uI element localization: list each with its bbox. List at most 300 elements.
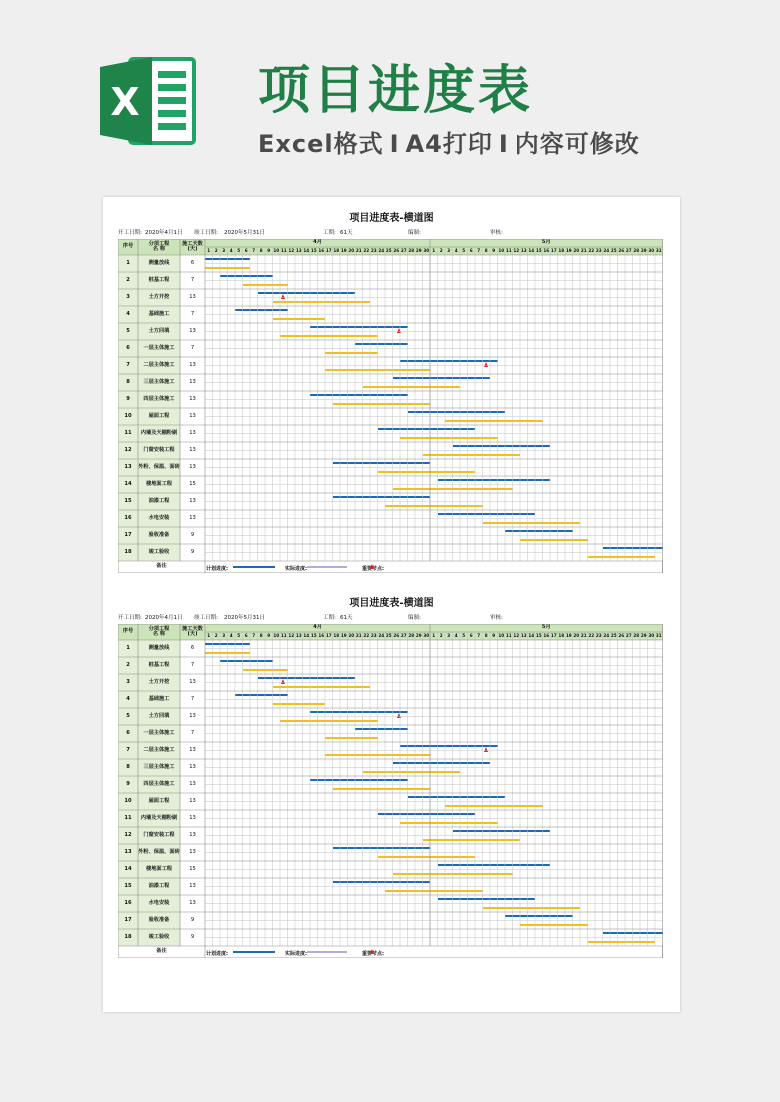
legend-actual-label: 实际进度: [285,950,307,957]
row-duration: 13 [189,378,196,385]
excel-logo-letter: X [110,80,140,124]
actual-bar [445,805,543,807]
row-seq: 4 [118,306,138,323]
actual-bar [423,839,521,841]
header-day: 10 [498,632,506,640]
header-day: 25 [610,247,618,255]
header-day: 19 [340,247,348,255]
row-duration: 6 [190,259,195,266]
row-task-name: 土方回填 [138,323,180,340]
row-seq: 14 [118,861,138,878]
row-task-name: 屋面工程 [138,408,180,425]
header-day: 27 [625,632,633,640]
header-day: 1 [430,632,438,640]
actual-bar [378,471,476,473]
plan-bar [393,377,491,379]
actual-bar [363,386,461,388]
header-day: 30 [648,632,656,640]
plan-bar [310,326,408,328]
row-duration: 13 [189,763,196,770]
plan-bar [603,547,663,549]
row-task-name: 油漆工程 [138,878,180,895]
actual-bar [333,403,431,405]
header-day: 31 [655,247,663,255]
header-day: 17 [550,247,558,255]
legend-milestone-label: 重要节点: [362,565,384,572]
sheet-info-row [118,613,665,623]
header-day: 6 [468,247,476,255]
row-seq: 18 [118,929,138,946]
header-day: 4 [228,632,236,640]
row-seq: 18 [118,544,138,561]
legend-plan-label: 计划进度: [206,950,228,957]
row-duration: 13 [189,882,196,889]
milestone-icon [484,747,488,752]
header-day: 30 [648,247,656,255]
row-duration: 13 [189,797,196,804]
banner [0,0,780,195]
header-day: 24 [603,247,611,255]
plan-bar [220,660,273,662]
header-day: 2 [213,247,221,255]
row-duration: 13 [189,814,196,821]
actual-bar [325,754,430,756]
header-day: 11 [505,632,513,640]
row-duration: 9 [190,916,195,923]
row-seq: 2 [118,657,138,674]
actual-bar [280,720,378,722]
row-task-name: 验收准备 [138,912,180,929]
plan-bar [438,864,551,866]
row-task-name: 三层主体施工 [138,759,180,776]
row-task-name: 桩基工程 [138,657,180,674]
page-subtitle [258,124,640,159]
header-day: 8 [483,632,491,640]
end-date-label: 竣工日期: [194,230,218,236]
row-task-name: 门窗安装工程 [138,827,180,844]
row-seq: 16 [118,510,138,527]
actual-bar [588,556,656,558]
header-day: 3 [445,632,453,640]
row-duration: 13 [189,848,196,855]
plan-bar [235,694,288,696]
row-duration: 7 [190,729,195,736]
actual-bar [588,941,656,943]
row-task-name: 一层主体施工 [138,725,180,742]
row-task-name: 一层主体施工 [138,340,180,357]
header-day: 12 [513,247,521,255]
header-day: 10 [273,247,281,255]
plan-bar [205,643,250,645]
header-day: 24 [378,247,386,255]
plan-bar [453,830,551,832]
header-day: 6 [468,632,476,640]
duration-value: 61天 [340,230,353,236]
header-day: 30 [423,632,431,640]
row-duration: 13 [189,463,196,470]
header-day: 5 [235,247,243,255]
row-task-name: 测量放线 [138,255,180,272]
header-day: 1 [430,247,438,255]
plan-bar [355,728,408,730]
header-day: 9 [490,247,498,255]
row-seq: 7 [118,742,138,759]
row-seq: 3 [118,674,138,691]
plan-bar [310,394,408,396]
duration-label: 工期: [323,615,336,621]
row-duration: 13 [189,446,196,453]
header-day: 17 [325,632,333,640]
legend-milestone-icon [370,564,374,569]
actual-bar [483,907,581,909]
actual-bar [400,437,498,439]
header-day: 23 [370,632,378,640]
plan-bar [205,258,250,260]
header-seq: 序号 [118,624,138,640]
header-day: 22 [588,247,596,255]
legend-plan-label: 计划进度: [206,565,228,572]
header-day: 28 [633,247,641,255]
header-day: 25 [610,632,618,640]
actual-bar [273,703,326,705]
plan-bar [378,813,476,815]
header-day: 21 [580,632,588,640]
actual-bar [205,652,250,654]
row-task-name: 三层主体施工 [138,374,180,391]
header-day: 14 [528,632,536,640]
header-day: 2 [438,247,446,255]
legend-milestone-label: 重要节点: [362,950,384,957]
header-day: 19 [340,632,348,640]
legend-plan-line [233,951,275,953]
plan-bar [235,309,288,311]
header-day: 16 [318,247,326,255]
row-seq: 12 [118,827,138,844]
actual-bar [333,788,431,790]
row-task-name: 测量放线 [138,640,180,657]
header-day: 15 [535,632,543,640]
header-day: 18 [558,632,566,640]
header-day: 3 [220,247,228,255]
header-duration: 施工天数 (天) [180,239,205,255]
header-day: 16 [543,632,551,640]
row-duration: 13 [189,395,196,402]
plan-bar [258,292,356,294]
actual-bar [378,856,476,858]
header-day: 31 [655,632,663,640]
row-task-name: 内墙及天棚粉刷 [138,425,180,442]
actual-bar [273,686,371,688]
header-day: 5 [235,632,243,640]
header-day: 1 [205,247,213,255]
header-day: 13 [520,632,528,640]
actual-bar [243,284,288,286]
header-day: 18 [333,247,341,255]
row-seq: 5 [118,323,138,340]
header-day: 5 [460,632,468,640]
header-month: 5月 [430,239,663,247]
plan-bar [453,445,551,447]
start-date-value: 2020年4月1日 [145,230,183,236]
row-task-name: 竣工验收 [138,544,180,561]
header-day: 29 [415,632,423,640]
header-day: 1 [205,632,213,640]
row-seq: 15 [118,493,138,510]
plan-bar [333,496,431,498]
milestone-icon [484,362,488,367]
actual-bar [243,669,288,671]
plan-bar [378,428,476,430]
header-day: 7 [475,247,483,255]
plan-bar [408,411,506,413]
header-day: 21 [580,247,588,255]
header-day: 8 [258,632,266,640]
header-day: 4 [228,247,236,255]
row-task-name: 四层主体施工 [138,776,180,793]
row-seq: 11 [118,810,138,827]
editor-label: 编制: [408,230,421,236]
row-duration: 13 [189,497,196,504]
header-day: 20 [348,632,356,640]
start-date-label: 开工日期: [118,615,142,621]
row-task-name: 楼地面工程 [138,476,180,493]
actual-bar [325,369,430,371]
plan-bar [393,762,491,764]
header-day: 7 [475,632,483,640]
row-seq: 10 [118,793,138,810]
plan-bar [505,915,573,917]
actual-bar [363,771,461,773]
header-day: 27 [400,247,408,255]
duration-label: 工期: [323,230,336,236]
actual-bar [325,352,378,354]
remark-label: 备注 [156,948,167,955]
plan-bar [333,847,431,849]
row-task-name: 竣工验收 [138,929,180,946]
row-task-name: 验收准备 [138,527,180,544]
row-seq: 11 [118,425,138,442]
header-day: 23 [595,247,603,255]
header-day: 23 [370,247,378,255]
row-duration: 13 [189,293,196,300]
plan-bar [310,711,408,713]
row-seq: 15 [118,878,138,895]
header-day: 22 [363,247,371,255]
milestone-icon [397,713,401,718]
header-duration: 施工天数 (天) [180,624,205,640]
plan-bar [310,779,408,781]
row-duration: 7 [190,695,195,702]
header-day: 2 [213,632,221,640]
row-duration: 7 [190,344,195,351]
header-day: 14 [303,632,311,640]
row-task-name: 二层主体施工 [138,357,180,374]
header-month: 5月 [430,624,663,632]
reviewer-label: 审核: [490,615,503,621]
row-seq: 13 [118,844,138,861]
row-duration: 13 [189,514,196,521]
plan-bar [355,343,408,345]
plan-bar [603,932,663,934]
actual-bar [400,822,498,824]
row-duration: 13 [189,327,196,334]
header-day: 9 [490,632,498,640]
row-duration: 7 [190,310,195,317]
plan-bar [438,513,536,515]
row-seq: 16 [118,895,138,912]
header-day: 19 [565,247,573,255]
row-task-name: 基础施工 [138,691,180,708]
header-day: 13 [520,247,528,255]
sheet-info-row [118,228,665,238]
gantt-table [118,239,663,573]
row-task-name: 楼地面工程 [138,861,180,878]
header-day: 21 [355,632,363,640]
header-day: 24 [603,632,611,640]
row-seq: 1 [118,255,138,272]
subtitle-format: Excel格式 [258,130,384,158]
actual-bar [385,505,483,507]
header-day: 13 [295,632,303,640]
row-seq: 3 [118,289,138,306]
row-seq: 4 [118,691,138,708]
header-day: 18 [333,632,341,640]
header-day: 5 [460,247,468,255]
end-date-value: 2020年5月31日 [224,230,265,236]
plan-bar [220,275,273,277]
plan-bar [505,530,573,532]
header-day: 3 [220,632,228,640]
header-day: 9 [265,632,273,640]
header-day: 7 [250,632,258,640]
row-duration: 13 [189,678,196,685]
header-month: 4月 [205,624,430,632]
row-duration: 13 [189,429,196,436]
legend-plan-line [233,566,275,568]
row-task-name: 屋面工程 [138,793,180,810]
header-day: 25 [385,632,393,640]
header-day: 30 [423,247,431,255]
row-seq: 9 [118,776,138,793]
reviewer-label: 审核: [490,230,503,236]
header-day: 4 [453,632,461,640]
row-duration: 9 [190,548,195,555]
header-day: 11 [280,632,288,640]
header-day: 29 [640,247,648,255]
row-duration: 9 [190,531,195,538]
end-date-label: 竣工日期: [194,615,218,621]
row-task-name: 二层主体施工 [138,742,180,759]
subtitle-print: A4打印 [405,130,493,158]
subtitle-separator: I [389,130,400,158]
start-date-label: 开工日期: [118,230,142,236]
subtitle-editable: 内容可修改 [514,130,640,158]
actual-bar [280,335,378,337]
actual-bar [520,924,588,926]
header-day: 28 [633,632,641,640]
header-day: 6 [243,247,251,255]
start-date-value: 2020年4月1日 [145,615,183,621]
row-task-name: 桩基工程 [138,272,180,289]
header-day: 3 [445,247,453,255]
row-seq: 17 [118,912,138,929]
milestone-icon [281,294,285,299]
row-duration: 7 [190,276,195,283]
actual-bar [520,539,588,541]
header-day: 21 [355,247,363,255]
row-task-name: 外粉、保温、面砖 [138,459,180,476]
gantt-table [118,624,663,958]
header-seq: 序号 [118,239,138,255]
row-duration: 13 [189,412,196,419]
row-seq: 17 [118,527,138,544]
row-seq: 6 [118,340,138,357]
header-day: 28 [408,247,416,255]
header-day: 22 [588,632,596,640]
header-day: 8 [258,247,266,255]
milestone-icon [281,679,285,684]
header-day: 18 [558,247,566,255]
row-duration: 13 [189,361,196,368]
header-day: 10 [498,247,506,255]
header-day: 20 [348,247,356,255]
row-task-name: 土方开挖 [138,674,180,691]
header-month: 4月 [205,239,430,247]
actual-bar [445,420,543,422]
header-task-name: 分项工程 名 称 [138,624,180,640]
row-seq: 6 [118,725,138,742]
row-task-name: 四层主体施工 [138,391,180,408]
sheet-title: 项目进度表-横道图 [349,598,434,609]
row-task-name: 水电安装 [138,510,180,527]
row-duration: 15 [189,865,196,872]
header-day: 17 [550,632,558,640]
legend-actual-label: 实际进度: [285,565,307,572]
legend-milestone-icon [370,949,374,954]
header-day: 6 [243,632,251,640]
plan-bar [333,462,431,464]
header-day: 17 [325,247,333,255]
header-day: 29 [640,632,648,640]
header-day: 19 [565,632,573,640]
row-seq: 9 [118,391,138,408]
header-day: 12 [288,247,296,255]
header-day: 16 [318,632,326,640]
row-duration: 13 [189,746,196,753]
legend-actual-line [307,951,347,953]
header-day: 26 [618,632,626,640]
row-seq: 8 [118,374,138,391]
header-day: 9 [265,247,273,255]
row-seq: 2 [118,272,138,289]
header-day: 8 [483,247,491,255]
milestone-icon [397,328,401,333]
actual-bar [423,454,521,456]
header-day: 14 [303,247,311,255]
actual-bar [385,890,483,892]
header-day: 27 [625,247,633,255]
header-day: 4 [453,247,461,255]
header-day: 13 [295,247,303,255]
row-task-name: 基础施工 [138,306,180,323]
actual-bar [325,737,378,739]
header-day: 15 [310,632,318,640]
row-task-name: 土方开挖 [138,289,180,306]
row-seq: 5 [118,708,138,725]
row-duration: 6 [190,644,195,651]
editor-label: 编制: [408,615,421,621]
row-seq: 10 [118,408,138,425]
